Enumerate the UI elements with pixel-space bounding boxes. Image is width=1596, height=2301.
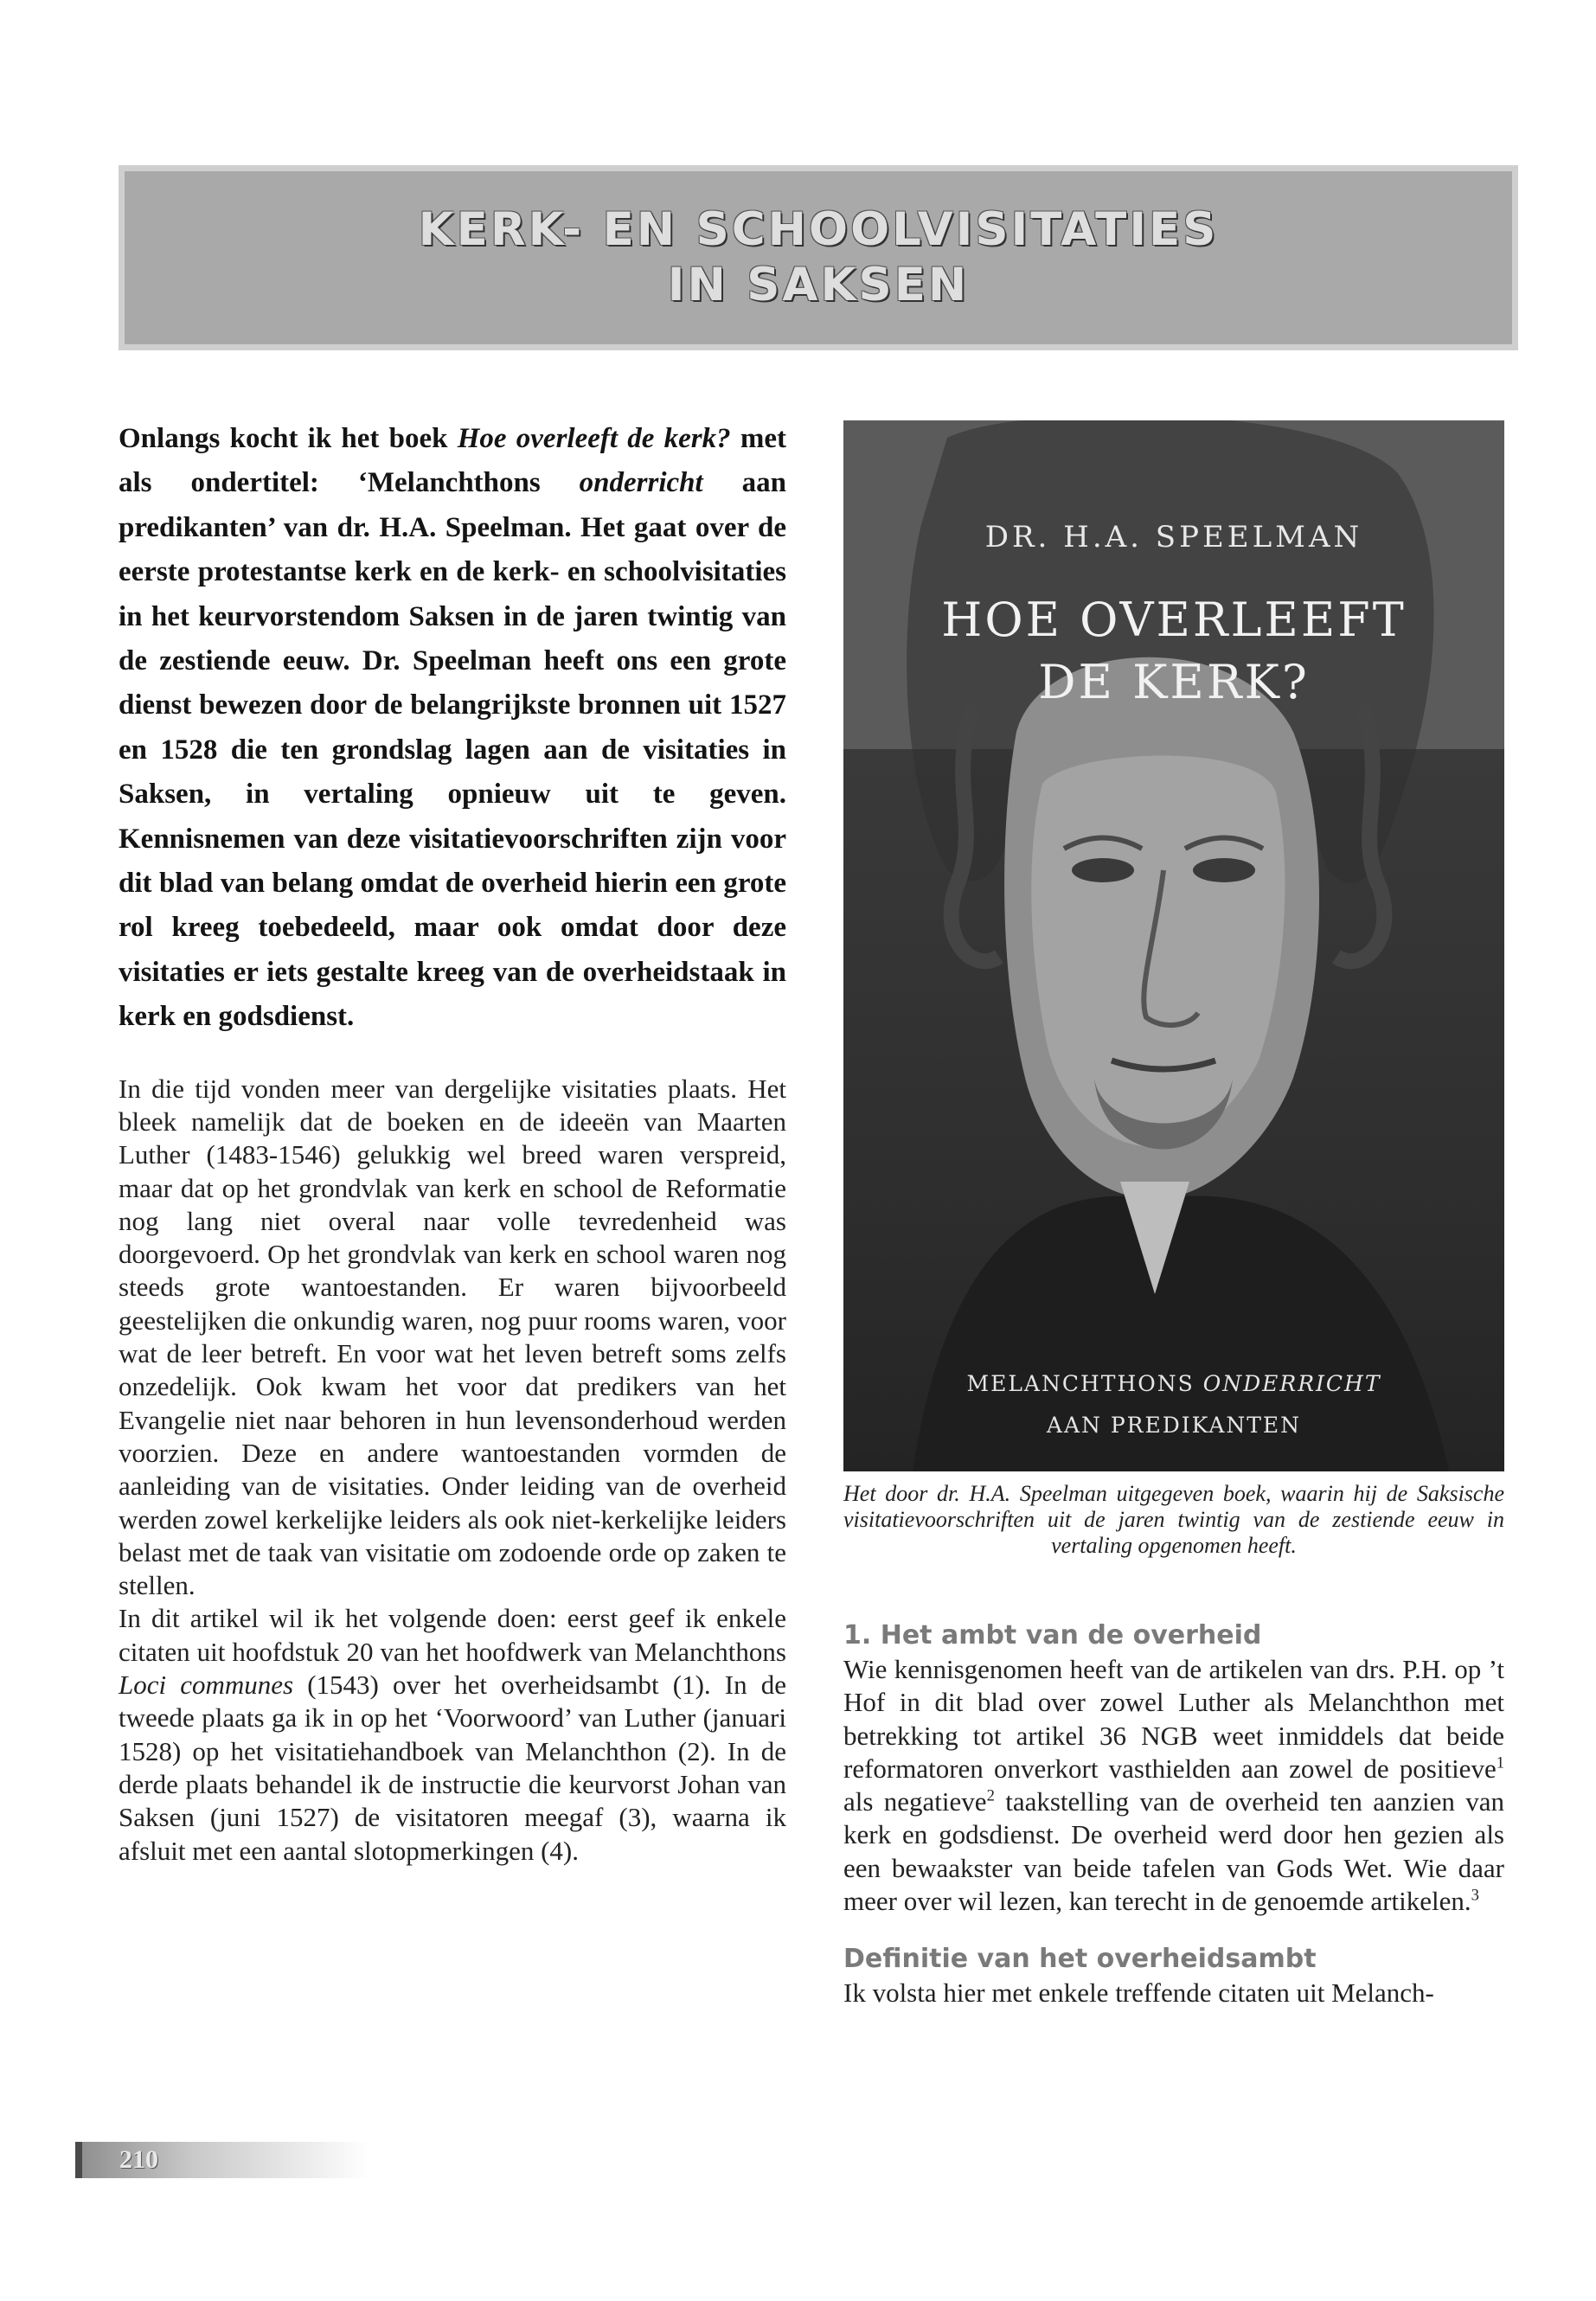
footnote-ref-1[interactable]: 1 [1496, 1753, 1504, 1772]
section-1-heading: 1. Het ambt van de overheid [843, 1620, 1262, 1650]
cover-title [843, 589, 1504, 714]
cover-author: DR. H.A. SPEELMAN [984, 520, 1363, 554]
image-caption: Het door dr. H.A. Speelman uitgegeven boek, waarin hij de Saksische visitatievoorschriften uit de jaren twintig van de zestiende eeuw in vertaling opgenomen heeft. [843, 1481, 1504, 1558]
intro-paragraph [119, 417, 786, 1040]
body-p2-start: In dit artikel wil ik het volgende doen: eerst geef ik enkele citaten uit hoofdstuk 20 van het hoofdwerk van Melanchthons [119, 1603, 786, 1667]
intro-subtitle-italic: onderricht [579, 467, 703, 499]
footnote-ref-3[interactable]: 3 [1471, 1886, 1479, 1905]
section-1-text-c: taakstelling van de overheid ten aanzien van kerk en godsdienst. De overheid werd door hen gezien als een bewaakster van beide tafelen van Gods Wet. Wie daar meer over wil lezen, kan terecht in de genoemde artikelen. [843, 1786, 1504, 1917]
portrait-illustration [843, 420, 1504, 1471]
intro-text-end: aan predikanten’ van dr. H.A. Speelman. Het gaat over de eerste protestantse kerk en de kerk- en schoolvisitaties in het keurvorstendom Saksen in de jaren twintig van de zestiende eeuw. Dr. Speelman heeft ons een grote dienst bewezen door de belangrijkste bronnen uit 1527 en 1528 die ten grondslag lagen aan de visitaties in Saksen, in vertaling opnieuw uit te geven. Kennisnemen van deze visitatievoorschriften zijn voor dit blad van belang omdat de overheid hierin een grote rol kreeg toebedeeld, maar ook omdat door deze visitaties er iets gestalte kreeg van de overheidstaak in kerk en godsdienst. [119, 467, 786, 1033]
section-2-paragraph: Ik volsta hier met enkele treffende citaten uit Melanch- [843, 1977, 1434, 2009]
intro-book-title: Hoe overleeft de kerk? [457, 423, 731, 454]
page-number-tick [75, 2142, 82, 2178]
section-2-heading: Definitie van het overheidsambt [843, 1944, 1317, 1975]
intro-text-mid: met als ondertitel: ‘Melanchthons [119, 423, 786, 499]
intro-text-start: Onlangs kocht ik het boek [119, 423, 458, 454]
body-p2-end: (1543) over het overheidsambt (1). In de tweede plaats ga ik in op het ‘Voorwoord’ van Luther (januari 1528) op het visitatiehandboek van Melanchthon (2). In de derde plaats behandel ik de instructie die keurvorst Johan van Saksen (juni 1527) de visitatoren meegaf (3), waarna ik afsluit met een aantal slotopmerkingen (4). [119, 1670, 786, 1866]
title-banner [119, 165, 1518, 350]
cover-subtitle-line-1 [843, 1363, 1504, 1405]
section-1-text-a: Wie kennisgenomen heeft van de artikelen van drs. P.H. op ’t Hof in dit blad over zowel Luther als Melanchthon met betrekking tot artikel 36 NGB weet inmiddels dat beide reformatoren onverkort vasthielden aan zowel de positieve [843, 1654, 1504, 1784]
footnote-ref-2[interactable]: 2 [986, 1786, 995, 1805]
page-title-line-1: KERK- EN SCHOOLVISITATIES [418, 203, 1219, 256]
cover-title-line-1: HOE OVERLEEFT [941, 593, 1407, 647]
cover-subtitle-italic: ONDERRICHT [1202, 1371, 1381, 1396]
body-p2-italic: Loci communes [119, 1670, 294, 1701]
right-column [843, 1618, 1504, 2010]
page-number: 210 [119, 2145, 158, 2174]
cover-subtitle [843, 1363, 1504, 1446]
book-cover-image [843, 420, 1504, 1471]
body-paragraph-1: In die tijd vonden meer van dergelijke visitaties plaats. Het bleek namelijk dat de boeken en de ideeën van Maarten Luther (1483-1546) gelukkig wel breed waren verspreid, maar dat op het grondvlak van kerk en school de Reformatie nog lang niet overal naar volle tevredenheid was doorgevoerd. Op het grondvlak van kerk en school waren nog steeds grote wantoestanden. Er waren bijvoorbeeld geestelijken die onkundig waren, nog puur rooms waren, voor wat de leer betreft. En voor wat het leven betreft soms zelfs onzedelijk. Ook kwam het voor dat predikers van het Evangelie niet naar behoren in hun levensonderhoud werden voorzien. Deze en andere wantoestanden vormden de aanleiding van de visitaties. Onder leiding van de overheid werden zowel kerkelijke leiders als ook niet-kerkelijke leiders belast met de taak van visitatie om zodoende orde op zaken te stellen. [119, 1073, 786, 1601]
body-paragraph-2 [119, 1602, 786, 1867]
cover-subtitle-pre: MELANCHTHONS [966, 1371, 1203, 1396]
section-1-text-b: als negatieve [843, 1786, 987, 1817]
cover-title-line-2: DE KERK? [1038, 655, 1310, 709]
left-column [119, 417, 786, 1868]
cover-subtitle-line-2: AAN PREDIKANTEN [1046, 1413, 1302, 1438]
section-1-paragraph [843, 1653, 1504, 1918]
page-title-line-2: IN SAKSEN [667, 259, 970, 311]
